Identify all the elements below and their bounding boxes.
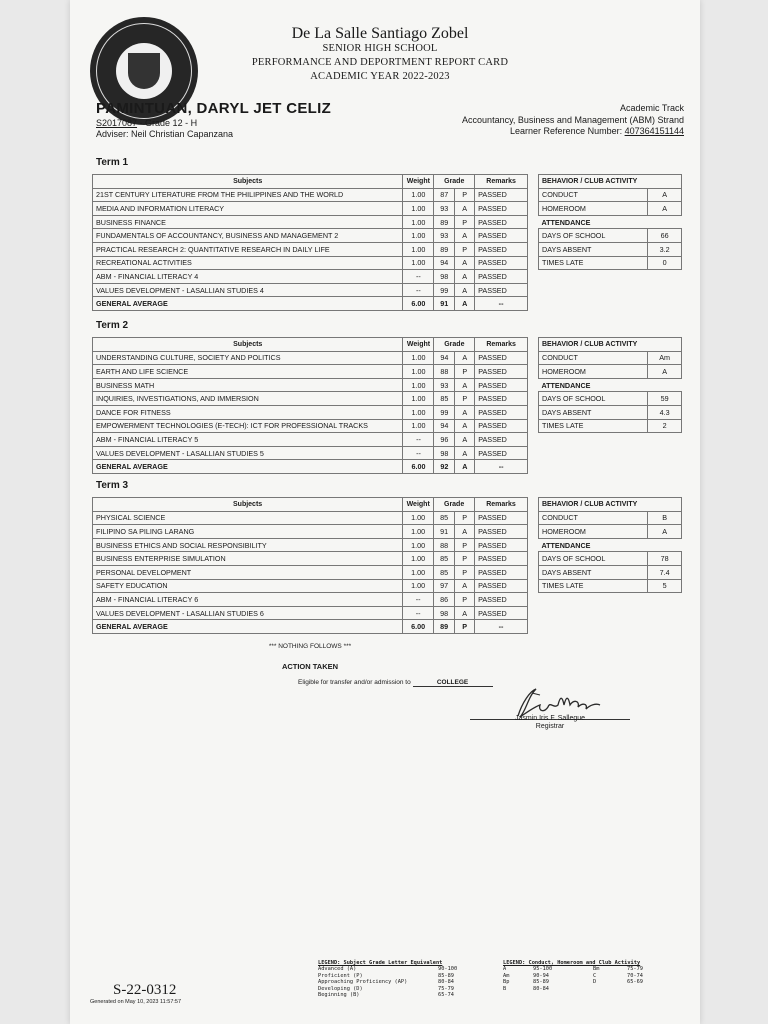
col-remarks: Remarks: [475, 175, 528, 189]
legend-range: 85-89: [438, 972, 454, 979]
eligibility-text: Eligible for transfer and/or admission to: [298, 679, 413, 686]
subject-letter: A: [455, 606, 475, 620]
term-title: Term 3: [96, 480, 129, 491]
subject-grade: 85: [434, 552, 455, 566]
average-weight: 6.00: [403, 297, 434, 311]
times-late-label: TIMES LATE: [539, 256, 648, 270]
table-row: [539, 365, 682, 379]
subject-remarks: PASSED: [475, 378, 528, 392]
average-weight: 6.00: [403, 620, 434, 634]
days-absent-value: 7.4: [648, 565, 682, 579]
table-row: [93, 511, 528, 525]
subject-weight: --: [403, 283, 434, 297]
subject-letter: A: [455, 405, 475, 419]
subject-remarks: PASSED: [475, 392, 528, 406]
subject-remarks: PASSED: [475, 565, 528, 579]
subject-name: EMPOWERMENT TECHNOLOGIES (E-TECH): ICT FOR PROFESSIONAL TRACKS: [93, 419, 403, 433]
subject-grade: 93: [434, 229, 455, 243]
legend-code: [593, 986, 627, 992]
registrar-title: Registrar: [535, 723, 565, 730]
general-average-row: [93, 620, 528, 634]
table-row: [93, 188, 528, 202]
legend-row: [503, 986, 643, 992]
subject-letter: A: [455, 229, 475, 243]
average-weight: 6.00: [403, 460, 434, 474]
subject-name: RECREATIONAL ACTIVITIES: [93, 256, 403, 270]
subject-name: BUSINESS MATH: [93, 378, 403, 392]
subject-letter: A: [455, 202, 475, 216]
days-absent-label: DAYS ABSENT: [539, 405, 648, 419]
days-school-value: 78: [648, 552, 682, 566]
subject-grade: 85: [434, 511, 455, 525]
subject-remarks: PASSED: [475, 405, 528, 419]
table-row: [539, 419, 682, 433]
legend-level: Developing (D): [318, 985, 363, 992]
subject-weight: 1.00: [403, 256, 434, 270]
table-row: [539, 552, 682, 566]
subject-name: INQUIRIES, INVESTIGATIONS, AND IMMERSION: [93, 392, 403, 406]
subject-remarks: PASSED: [475, 579, 528, 593]
school-name: De La Salle Santiago Zobel: [291, 25, 469, 42]
days-school-label: DAYS OF SCHOOL: [539, 392, 648, 406]
conduct-label: CONDUCT: [539, 511, 648, 525]
subject-grade: 97: [434, 579, 455, 593]
table-row: [93, 392, 528, 406]
subject-letter: A: [455, 433, 475, 447]
table-row: [93, 378, 528, 392]
conduct-label: CONDUCT: [539, 351, 648, 365]
days-absent-value: 3.2: [648, 242, 682, 256]
table-row: [93, 552, 528, 566]
subject-remarks: PASSED: [475, 511, 528, 525]
subject-letter: A: [455, 283, 475, 297]
days-absent-value: 4.3: [648, 405, 682, 419]
subject-letter: A: [455, 525, 475, 539]
academic-track: Academic Track: [619, 103, 684, 113]
subject-weight: 1.00: [403, 405, 434, 419]
subject-name: VALUES DEVELOPMENT - LASALLIAN STUDIES 6: [93, 606, 403, 620]
attendance-heading: ATTENDANCE: [539, 538, 682, 552]
table-header-row: [93, 175, 528, 189]
col-grade: Grade: [434, 498, 475, 512]
table-row: [539, 565, 682, 579]
col-remarks: Remarks: [475, 338, 528, 352]
general-average-label: GENERAL AVERAGE: [93, 460, 403, 474]
subject-letter: P: [455, 552, 475, 566]
subject-letter: A: [455, 378, 475, 392]
legend-range: 65-69: [627, 979, 643, 986]
average-letter: A: [455, 297, 475, 311]
eligibility-value: COLLEGE: [413, 679, 493, 687]
subject-letter: P: [455, 188, 475, 202]
table-header-row: [93, 338, 528, 352]
term-title: Term 1: [96, 157, 129, 168]
average-grade: 92: [434, 460, 455, 474]
subject-letter: A: [455, 256, 475, 270]
subject-grade: 94: [434, 351, 455, 365]
subject-name: PHYSICAL SCIENCE: [93, 511, 403, 525]
subject-remarks: PASSED: [475, 538, 528, 552]
table-row: [539, 229, 682, 243]
subject-weight: 1.00: [403, 579, 434, 593]
subject-grade: 98: [434, 270, 455, 284]
behavior-table: [538, 337, 682, 433]
subject-remarks: PASSED: [475, 433, 528, 447]
table-row: [539, 579, 682, 593]
subject-grade: 96: [434, 433, 455, 447]
subject-remarks: PASSED: [475, 446, 528, 460]
subject-remarks: PASSED: [475, 242, 528, 256]
col-subjects: Subjects: [93, 338, 403, 352]
subject-name: FILIPINO SA PILING LARANG: [93, 525, 403, 539]
subject-name: BUSINESS ENTERPRISE SIMULATION: [93, 552, 403, 566]
subject-grade: 89: [434, 242, 455, 256]
action-taken-heading: ACTION TAKEN: [281, 662, 339, 671]
strand: Accountancy, Business and Management (ABM) Strand: [462, 114, 684, 125]
general-average-label: GENERAL AVERAGE: [93, 297, 403, 311]
col-weight: Weight: [403, 338, 434, 352]
col-grade: Grade: [434, 175, 475, 189]
subject-remarks: PASSED: [475, 606, 528, 620]
legend-range: 90-94: [533, 972, 549, 979]
subject-weight: 1.00: [403, 188, 434, 202]
subject-grade: 93: [434, 202, 455, 216]
col-subjects: Subjects: [93, 498, 403, 512]
conduct-label: CONDUCT: [539, 188, 648, 202]
legend-code: Bp: [503, 979, 510, 986]
subject-grade: 94: [434, 419, 455, 433]
subject-grade: 87: [434, 188, 455, 202]
days-school-label: DAYS OF SCHOOL: [539, 229, 648, 243]
table-row: [93, 242, 528, 256]
legend-code: C: [593, 972, 597, 979]
grades-table: [92, 337, 528, 474]
track-info: [462, 103, 684, 138]
term-title: Term 2: [96, 320, 129, 331]
legend-level: Approaching Proficiency (AP): [318, 979, 408, 986]
table-row: [93, 593, 528, 607]
table-row: [93, 351, 528, 365]
subject-grade: 98: [434, 606, 455, 620]
table-row: [93, 229, 528, 243]
subject-weight: --: [403, 593, 434, 607]
subject-name: ABM - FINANCIAL LITERACY 5: [93, 433, 403, 447]
subject-weight: 1.00: [403, 242, 434, 256]
subject-letter: P: [455, 511, 475, 525]
subject-remarks: PASSED: [475, 351, 528, 365]
subject-name: PERSONAL DEVELOPMENT: [93, 565, 403, 579]
table-row: [539, 188, 682, 202]
subject-remarks: PASSED: [475, 188, 528, 202]
col-weight: Weight: [403, 498, 434, 512]
legend-level: Proficient (P): [318, 972, 363, 979]
student-info: [96, 100, 331, 139]
subject-remarks: PASSED: [475, 256, 528, 270]
table-row: [93, 433, 528, 447]
lrn-label: Learner Reference Number:: [510, 126, 625, 136]
subject-letter: A: [455, 351, 475, 365]
eligibility-line: [298, 679, 493, 687]
conduct-value: A: [648, 188, 682, 202]
table-row: [93, 405, 528, 419]
times-late-label: TIMES LATE: [539, 579, 648, 593]
subject-weight: --: [403, 270, 434, 284]
table-header-row: [93, 498, 528, 512]
legend-range: 80-84: [533, 985, 549, 992]
subject-letter: A: [455, 419, 475, 433]
legend-code: A: [503, 966, 507, 973]
table-row: [539, 511, 682, 525]
behavior-table: [538, 497, 682, 593]
legend-range: 75-79: [627, 966, 643, 973]
homeroom-label: HOMEROOM: [539, 365, 648, 379]
grade-legend: [318, 960, 457, 998]
adviser: Adviser: Neil Christian Capanzana: [96, 129, 234, 139]
subject-name: BUSINESS ETHICS AND SOCIAL RESPONSIBILITY: [93, 538, 403, 552]
subject-weight: --: [403, 606, 434, 620]
grade-section: - Grade 12 - H: [137, 118, 198, 128]
subject-remarks: PASSED: [475, 593, 528, 607]
subject-weight: 1.00: [403, 419, 434, 433]
subject-grade: 91: [434, 525, 455, 539]
subject-grade: 93: [434, 378, 455, 392]
days-absent-label: DAYS ABSENT: [539, 565, 648, 579]
col-weight: Weight: [403, 175, 434, 189]
table-row: [93, 270, 528, 284]
col-subjects: Subjects: [93, 175, 403, 189]
subject-name: SAFETY EDUCATION: [93, 579, 403, 593]
general-average-label: GENERAL AVERAGE: [93, 620, 403, 634]
subject-grade: 88: [434, 538, 455, 552]
table-row: [93, 538, 528, 552]
subject-letter: P: [455, 565, 475, 579]
grade-legend-title: LEGEND: Subject Grade Letter Equivalent: [318, 960, 443, 966]
table-row: [539, 525, 682, 539]
times-late-label: TIMES LATE: [539, 419, 648, 433]
average-grade: 89: [434, 620, 455, 634]
subject-weight: 1.00: [403, 215, 434, 229]
subject-name: EARTH AND LIFE SCIENCE: [93, 365, 403, 379]
subject-weight: 1.00: [403, 552, 434, 566]
average-grade: 91: [434, 297, 455, 311]
col-grade: Grade: [434, 338, 475, 352]
table-row: [93, 256, 528, 270]
subject-letter: P: [455, 365, 475, 379]
days-absent-label: DAYS ABSENT: [539, 242, 648, 256]
table-row: [539, 392, 682, 406]
subject-letter: P: [455, 242, 475, 256]
subject-remarks: PASSED: [475, 270, 528, 284]
subject-letter: P: [455, 538, 475, 552]
subject-grade: 89: [434, 215, 455, 229]
behavior-title: BEHAVIOR / CLUB ACTIVITY: [539, 175, 682, 189]
homeroom-label: HOMEROOM: [539, 202, 648, 216]
legend-code: Bm: [593, 966, 600, 973]
subject-weight: 1.00: [403, 525, 434, 539]
legend-range: 75-79: [438, 985, 454, 992]
generated-timestamp: Generated on May 10, 2023 11:57:57: [90, 999, 182, 1005]
attendance-heading: ATTENDANCE: [539, 378, 682, 392]
conduct-value: B: [648, 511, 682, 525]
days-school-label: DAYS OF SCHOOL: [539, 552, 648, 566]
behavior-title: BEHAVIOR / CLUB ACTIVITY: [539, 338, 682, 352]
subject-weight: 1.00: [403, 229, 434, 243]
conduct-value: Am: [648, 351, 682, 365]
subject-remarks: PASSED: [475, 552, 528, 566]
table-row: [93, 419, 528, 433]
legend-code: B: [503, 985, 507, 992]
document-title: PERFORMANCE AND DEPORTMENT REPORT CARD: [251, 57, 509, 68]
subject-remarks: PASSED: [475, 419, 528, 433]
table-row: [93, 565, 528, 579]
table-row: [93, 525, 528, 539]
subject-grade: 88: [434, 365, 455, 379]
attendance-heading: ATTENDANCE: [539, 215, 682, 229]
legend-code: D: [593, 979, 597, 986]
times-late-value: 5: [648, 579, 682, 593]
table-row: [539, 242, 682, 256]
conduct-legend-title: LEGEND: Conduct, Homeroom and Club Activity: [503, 960, 641, 966]
table-row: [93, 606, 528, 620]
average-remarks: --: [475, 297, 528, 311]
legend-range: 70-74: [627, 972, 643, 979]
homeroom-value: A: [648, 525, 682, 539]
nothing-follows: *** NOTHING FOLLOWS ***: [268, 643, 352, 650]
registrar-name: Jasmin Iris F. Sallegue: [514, 715, 586, 722]
subject-grade: 99: [434, 405, 455, 419]
subject-letter: P: [455, 392, 475, 406]
grades-table: [92, 497, 528, 634]
subject-weight: 1.00: [403, 378, 434, 392]
grades-table: [92, 174, 528, 311]
subject-name: BUSINESS FINANCE: [93, 215, 403, 229]
control-number: S-22-0312: [113, 982, 177, 998]
subject-weight: 1.00: [403, 565, 434, 579]
subject-name: VALUES DEVELOPMENT - LASALLIAN STUDIES 5: [93, 446, 403, 460]
legend-range: 90-100: [438, 966, 458, 973]
subject-name: MEDIA AND INFORMATION LITERACY: [93, 202, 403, 216]
subject-weight: --: [403, 446, 434, 460]
table-row: [93, 446, 528, 460]
legend-row: [318, 992, 457, 998]
subject-remarks: PASSED: [475, 283, 528, 297]
homeroom-value: A: [648, 202, 682, 216]
legend-range: 95-100: [533, 966, 553, 973]
academic-year: ACADEMIC YEAR 2022-2023: [310, 71, 450, 82]
table-row: [93, 579, 528, 593]
subject-weight: 1.00: [403, 511, 434, 525]
subject-letter: P: [455, 215, 475, 229]
subject-grade: 85: [434, 392, 455, 406]
subject-name: DANCE FOR FITNESS: [93, 405, 403, 419]
times-late-value: 0: [648, 256, 682, 270]
table-row: [539, 405, 682, 419]
subject-name: 21ST CENTURY LITERATURE FROM THE PHILIPPINES AND THE WORLD: [93, 188, 403, 202]
student-id: S2017087: [96, 118, 138, 128]
behavior-title: BEHAVIOR / CLUB ACTIVITY: [539, 498, 682, 512]
legend-code: Am: [503, 972, 510, 979]
table-row: [93, 215, 528, 229]
subject-name: VALUES DEVELOPMENT - LASALLIAN STUDIES 4: [93, 283, 403, 297]
average-remarks: --: [475, 620, 528, 634]
subject-grade: 98: [434, 446, 455, 460]
legend-level: Advanced (A): [318, 966, 357, 973]
days-school-value: 66: [648, 229, 682, 243]
subject-remarks: PASSED: [475, 202, 528, 216]
subject-remarks: PASSED: [475, 525, 528, 539]
lrn-value: 407364151144: [624, 126, 684, 136]
subject-weight: 1.00: [403, 538, 434, 552]
times-late-value: 2: [648, 419, 682, 433]
subject-grade: 94: [434, 256, 455, 270]
table-row: [93, 365, 528, 379]
general-average-row: [93, 297, 528, 311]
student-name: PAMINTUAN, DARYL JET CELIZ: [96, 100, 332, 117]
average-letter: A: [455, 460, 475, 474]
legend-range: 80-84: [438, 979, 454, 986]
legend-level: Beginning (B): [318, 992, 360, 999]
subject-name: UNDERSTANDING CULTURE, SOCIETY AND POLITICS: [93, 351, 403, 365]
conduct-legend: [503, 960, 643, 992]
subject-weight: 1.00: [403, 351, 434, 365]
homeroom-label: HOMEROOM: [539, 525, 648, 539]
average-remarks: --: [475, 460, 528, 474]
subject-weight: --: [403, 433, 434, 447]
subject-weight: 1.00: [403, 392, 434, 406]
subject-remarks: PASSED: [475, 229, 528, 243]
department: SENIOR HIGH SCHOOL: [322, 43, 438, 54]
subject-name: PRACTICAL RESEARCH 2: QUANTITATIVE RESEARCH IN DAILY LIFE: [93, 242, 403, 256]
homeroom-value: A: [648, 365, 682, 379]
table-row: [93, 202, 528, 216]
table-row: [539, 202, 682, 216]
subject-grade: 85: [434, 565, 455, 579]
subject-remarks: PASSED: [475, 215, 528, 229]
behavior-table: [538, 174, 682, 270]
table-row: [539, 351, 682, 365]
days-school-value: 59: [648, 392, 682, 406]
subject-grade: 86: [434, 593, 455, 607]
average-letter: P: [455, 620, 475, 634]
legend-range: 85-89: [533, 979, 549, 986]
subject-name: FUNDAMENTALS OF ACCOUNTANCY, BUSINESS AND MANAGEMENT 2: [93, 229, 403, 243]
subject-letter: A: [455, 579, 475, 593]
general-average-row: [93, 460, 528, 474]
subject-name: ABM - FINANCIAL LITERACY 6: [93, 593, 403, 607]
table-row: [93, 283, 528, 297]
subject-name: ABM - FINANCIAL LITERACY 4: [93, 270, 403, 284]
subject-letter: A: [455, 270, 475, 284]
subject-grade: 99: [434, 283, 455, 297]
subject-letter: P: [455, 593, 475, 607]
col-remarks: Remarks: [475, 498, 528, 512]
legend-range: 65-74: [438, 992, 454, 999]
subject-letter: A: [455, 446, 475, 460]
subject-remarks: PASSED: [475, 365, 528, 379]
table-row: [539, 256, 682, 270]
subject-weight: 1.00: [403, 365, 434, 379]
subject-weight: 1.00: [403, 202, 434, 216]
